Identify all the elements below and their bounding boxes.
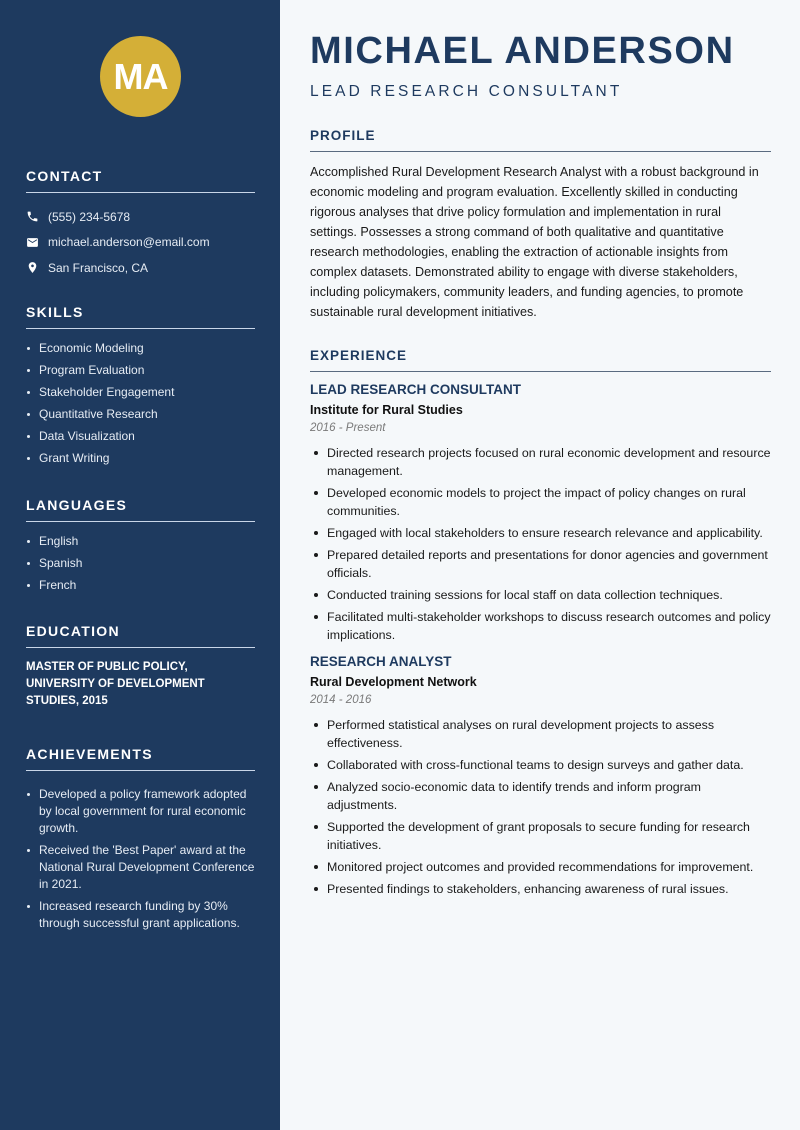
skill-item: Program Evaluation — [26, 362, 255, 384]
job-entry — [310, 654, 771, 898]
job-bullet: Engaged with local stakeholders to ensure research relevance and applicability. — [310, 524, 771, 542]
job-company: Rural Development Network — [310, 675, 477, 689]
avatar-initials: MA — [113, 55, 168, 97]
job-bullet: Collaborated with cross-functional teams to design surveys and gather data. — [310, 756, 771, 774]
job-bullet: Monitored project outcomes and provided recommendations for improvement. — [310, 858, 771, 876]
job-bullet: Performed statistical analyses on rural development projects to assess effectiveness. — [310, 716, 771, 752]
job-bullets — [310, 716, 771, 898]
profile-section — [310, 128, 771, 322]
candidate-name: MICHAEL ANDERSON — [310, 30, 735, 72]
contact-phone[interactable] — [26, 204, 255, 230]
education-heading: EDUCATION — [26, 623, 255, 648]
achievement-item: Developed a policy framework adopted by local government for rural economic growth. — [26, 786, 255, 837]
contact-email-text: michael.anderson@email.com — [48, 235, 210, 250]
skill-item: Grant Writing — [26, 450, 255, 472]
job-bullets — [310, 444, 771, 644]
contact-section — [26, 168, 255, 281]
avatar — [100, 36, 181, 117]
job-title: RESEARCH ANALYST — [310, 654, 452, 669]
experience-heading: EXPERIENCE — [310, 348, 771, 372]
location-pin-icon — [26, 261, 39, 274]
achievement-item: Received the 'Best Paper' award at the National Rural Development Conference in 2021. — [26, 842, 255, 893]
languages-section — [26, 497, 255, 599]
education-entry: MASTER OF PUBLIC POLICY, UNIVERSITY OF DEVELOPMENT STUDIES, 2015 — [26, 661, 205, 707]
skill-item: Economic Modeling — [26, 340, 255, 362]
language-item: English — [26, 533, 255, 555]
languages-list — [26, 533, 255, 599]
profile-heading: PROFILE — [310, 128, 771, 152]
achievements-list — [26, 786, 255, 932]
skills-heading: SKILLS — [26, 304, 255, 329]
candidate-title: LEAD RESEARCH CONSULTANT — [310, 83, 623, 100]
email-icon — [26, 236, 39, 249]
skill-item: Stakeholder Engagement — [26, 384, 255, 406]
sidebar — [0, 0, 280, 1130]
phone-icon — [26, 210, 39, 223]
contact-location-text: San Francisco, CA — [48, 260, 149, 275]
language-item: French — [26, 577, 255, 599]
job-title: LEAD RESEARCH CONSULTANT — [310, 382, 521, 397]
achievement-item: Increased research funding by 30% through successful grant applications. — [26, 898, 255, 932]
job-bullet: Supported the development of grant proposals to secure funding for research initiatives. — [310, 818, 771, 854]
job-entry — [310, 382, 771, 644]
skill-item: Quantitative Research — [26, 406, 255, 428]
achievements-section — [26, 746, 255, 937]
job-bullet: Conducted training sessions for local staff on data collection techniques. — [310, 586, 771, 604]
job-bullet: Developed economic models to project the impact of policy changes on rural communities. — [310, 484, 771, 520]
contact-phone-text: (555) 234-5678 — [48, 209, 131, 224]
achievements-heading: ACHIEVEMENTS — [26, 746, 255, 771]
experience-section — [310, 348, 771, 902]
contact-location — [26, 255, 255, 281]
contact-email[interactable] — [26, 230, 255, 256]
job-bullet: Directed research projects focused on rural economic development and resource management. — [310, 444, 771, 480]
job-dates: 2016 - Present — [310, 422, 386, 434]
language-item: Spanish — [26, 555, 255, 577]
job-bullet: Presented findings to stakeholders, enhancing awareness of rural issues. — [310, 880, 771, 898]
job-bullet: Prepared detailed reports and presentations for donor agencies and government officials. — [310, 546, 771, 582]
profile-summary: Accomplished Rural Development Research Analyst with a robust background in economic modeling and program evaluation. Excellently skilled in conducting rigorous analyses that drive policy formulation and implementation in rural settings. Possesses a strong command of both qualitative and quantitative research methodologies, enabling the extraction of actionable insights from complex datasets. Demonstrated ability to engage with diverse stakeholders, including policymakers, community leaders, and funding agencies, to promote sustainable rural development initiatives. — [310, 165, 759, 319]
skills-section — [26, 304, 255, 472]
languages-heading: LANGUAGES — [26, 497, 255, 522]
contact-heading: CONTACT — [26, 168, 255, 193]
job-company: Institute for Rural Studies — [310, 403, 463, 417]
education-section — [26, 623, 255, 710]
job-bullet: Facilitated multi-stakeholder workshops to discuss research outcomes and policy implications. — [310, 608, 771, 644]
job-dates: 2014 - 2016 — [310, 694, 372, 706]
job-bullet: Analyzed socio-economic data to identify trends and inform program adjustments. — [310, 778, 771, 814]
skill-item: Data Visualization — [26, 428, 255, 450]
skills-list — [26, 340, 255, 472]
